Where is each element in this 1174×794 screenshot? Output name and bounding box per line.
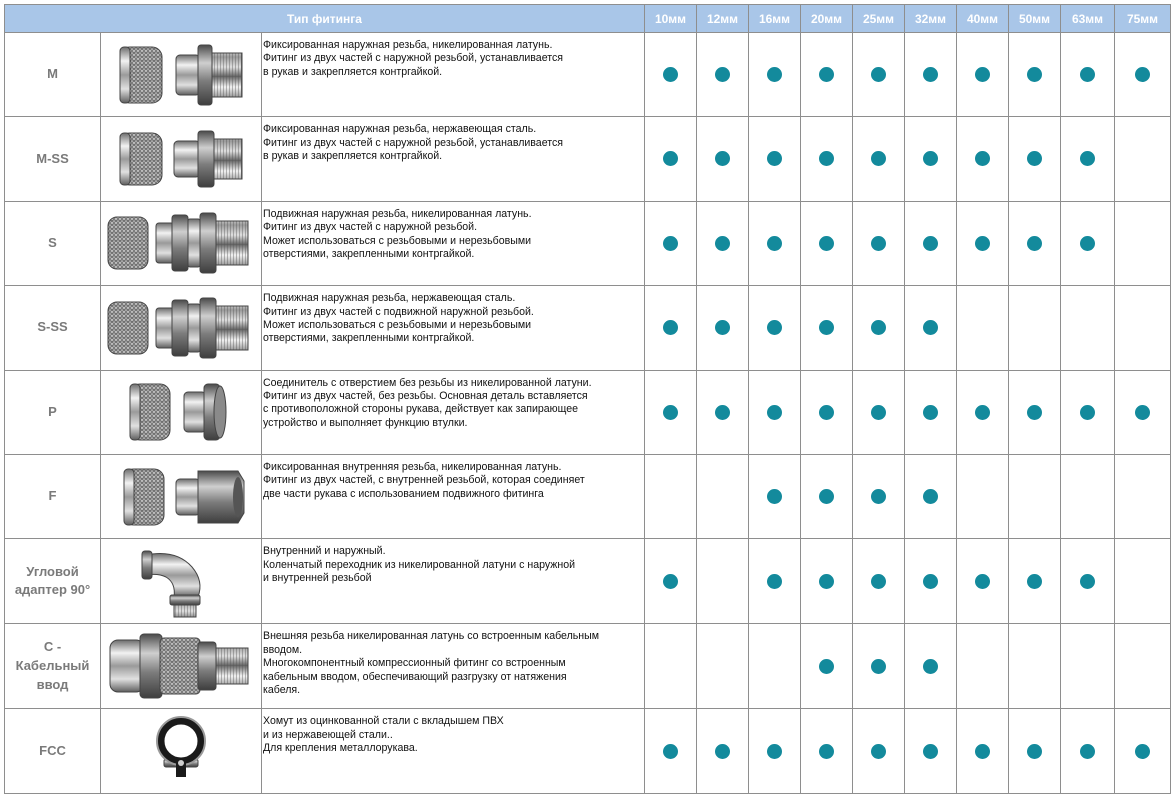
available-dot-icon (923, 489, 938, 504)
availability-cell (801, 624, 853, 709)
availability-cell (1061, 286, 1115, 370)
availability-cell (749, 33, 801, 117)
availability-cell (1009, 709, 1061, 794)
availability-cell (645, 286, 697, 370)
size-header: 12мм (697, 5, 749, 33)
availability-cell (749, 709, 801, 794)
available-dot-icon (767, 67, 782, 82)
available-dot-icon (819, 659, 834, 674)
availability-cell (905, 709, 957, 794)
availability-cell (645, 370, 697, 454)
available-dot-icon (715, 151, 730, 166)
available-dot-icon (871, 744, 886, 759)
availability-cell (905, 33, 957, 117)
available-dot-icon (923, 574, 938, 589)
availability-cell (957, 286, 1009, 370)
steel-union-fitting-icon (101, 117, 262, 201)
availability-cell (645, 117, 697, 201)
table-row (5, 286, 1171, 370)
availability-cell (957, 370, 1009, 454)
availability-cell (905, 454, 957, 538)
availability-cell (1009, 539, 1061, 624)
available-dot-icon (1080, 574, 1095, 589)
available-dot-icon (975, 67, 990, 82)
available-dot-icon (1027, 236, 1042, 251)
availability-cell (697, 709, 749, 794)
available-dot-icon (871, 236, 886, 251)
availability-cell (1009, 117, 1061, 201)
availability-cell (853, 624, 905, 709)
availability-cell (801, 709, 853, 794)
fitting-description: Фиксированная наружная резьба, никелированная латунь. Фитинг из двух частей с наружной резьбой, устанавливается в рукав и закрепляется контргайкой. (262, 33, 645, 117)
available-dot-icon (871, 320, 886, 335)
availability-cell (645, 201, 697, 285)
availability-cell (853, 539, 905, 624)
availability-cell (905, 539, 957, 624)
available-dot-icon (1135, 67, 1150, 82)
availability-cell (1061, 709, 1115, 794)
available-dot-icon (923, 320, 938, 335)
fitting-code: S (5, 201, 101, 285)
available-dot-icon (871, 405, 886, 420)
available-dot-icon (871, 574, 886, 589)
fitting-description: Соединитель с отверстием без резьбы из никелированной латуни. Фитинг из двух частей, без резьбы. Основная деталь вставляется с противоположной стороны рукава, действует как запирающее устройство и выполняет функцию втулки. (262, 370, 645, 454)
availability-cell (905, 624, 957, 709)
availability-cell (1061, 117, 1115, 201)
available-dot-icon (715, 744, 730, 759)
available-dot-icon (1027, 67, 1042, 82)
size-header: 16мм (749, 5, 801, 33)
available-dot-icon (1027, 744, 1042, 759)
availability-cell (1115, 117, 1171, 201)
availability-cell (749, 370, 801, 454)
availability-cell (957, 201, 1009, 285)
available-dot-icon (663, 236, 678, 251)
available-dot-icon (975, 236, 990, 251)
availability-cell (1115, 624, 1171, 709)
available-dot-icon (715, 405, 730, 420)
unthreaded-connector-icon (101, 370, 262, 454)
size-header: 50мм (1009, 5, 1061, 33)
fitting-code: F (5, 454, 101, 538)
available-dot-icon (923, 151, 938, 166)
available-dot-icon (663, 320, 678, 335)
table-row (5, 201, 1171, 285)
availability-cell (697, 201, 749, 285)
available-dot-icon (923, 67, 938, 82)
availability-cell (1061, 454, 1115, 538)
table-row (5, 624, 1171, 709)
availability-cell (749, 539, 801, 624)
availability-cell (697, 454, 749, 538)
available-dot-icon (767, 320, 782, 335)
availability-cell (1009, 286, 1061, 370)
availability-cell (801, 117, 853, 201)
availability-cell (853, 370, 905, 454)
available-dot-icon (1027, 405, 1042, 420)
table-header-row (5, 5, 1171, 33)
availability-cell (645, 624, 697, 709)
fitting-type-header: Тип фитинга (5, 5, 645, 33)
available-dot-icon (819, 151, 834, 166)
available-dot-icon (923, 405, 938, 420)
available-dot-icon (663, 151, 678, 166)
fitting-description: Внешняя резьба никелированная латунь со встроенным кабельным вводом. Многокомпонентный компрессионный фитинг со встроенным кабельным вводом, обеспечивающий разгрузку от натяжения кабеля. (262, 624, 645, 709)
available-dot-icon (819, 236, 834, 251)
available-dot-icon (1135, 744, 1150, 759)
available-dot-icon (819, 489, 834, 504)
fitting-code: M (5, 33, 101, 117)
availability-cell (853, 201, 905, 285)
availability-cell (957, 624, 1009, 709)
available-dot-icon (1080, 67, 1095, 82)
available-dot-icon (1135, 405, 1150, 420)
available-dot-icon (767, 744, 782, 759)
availability-cell (905, 286, 957, 370)
availability-cell (1061, 33, 1115, 117)
pipe-clamp-icon (101, 709, 262, 794)
availability-cell (1061, 370, 1115, 454)
fitting-description: Подвижная наружная резьба, никелированная латунь. Фитинг из двух частей с наружной резьбой. Может использоваться с резьбовыми и нерезьбовыми отверстиями, закрепленными контргайкой. (262, 201, 645, 285)
table-row (5, 539, 1171, 624)
available-dot-icon (975, 744, 990, 759)
cable-gland-icon (101, 624, 262, 709)
fitting-code: P (5, 370, 101, 454)
availability-cell (905, 370, 957, 454)
nickel-union-fitting-icon (101, 33, 262, 117)
available-dot-icon (663, 67, 678, 82)
availability-cell (749, 454, 801, 538)
availability-cell (749, 201, 801, 285)
elbow-adapter-icon (101, 539, 262, 624)
size-header: 10мм (645, 5, 697, 33)
availability-cell (801, 370, 853, 454)
fitting-code: C - Кабельный ввод (5, 624, 101, 709)
availability-cell (1115, 709, 1171, 794)
available-dot-icon (767, 236, 782, 251)
available-dot-icon (715, 236, 730, 251)
available-dot-icon (871, 659, 886, 674)
availability-cell (1115, 33, 1171, 117)
availability-cell (801, 539, 853, 624)
available-dot-icon (975, 405, 990, 420)
available-dot-icon (715, 320, 730, 335)
availability-cell (645, 539, 697, 624)
availability-cell (697, 539, 749, 624)
available-dot-icon (819, 574, 834, 589)
availability-cell (1115, 370, 1171, 454)
availability-cell (1061, 539, 1115, 624)
availability-cell (957, 539, 1009, 624)
table-row (5, 117, 1171, 201)
availability-cell (1115, 286, 1171, 370)
availability-cell (801, 454, 853, 538)
size-header: 63мм (1061, 5, 1115, 33)
availability-cell (853, 709, 905, 794)
availability-cell (1115, 454, 1171, 538)
availability-cell (1115, 201, 1171, 285)
availability-cell (749, 117, 801, 201)
availability-cell (645, 709, 697, 794)
availability-cell (697, 117, 749, 201)
size-header: 32мм (905, 5, 957, 33)
availability-cell (957, 709, 1009, 794)
available-dot-icon (819, 744, 834, 759)
fitting-code: Угловой адаптер 90° (5, 539, 101, 624)
availability-cell (801, 33, 853, 117)
fitting-types-table (4, 4, 1171, 794)
available-dot-icon (871, 151, 886, 166)
availability-cell (697, 33, 749, 117)
steel-swivel-fitting-icon (101, 286, 262, 370)
availability-cell (697, 624, 749, 709)
available-dot-icon (767, 151, 782, 166)
availability-cell (1009, 33, 1061, 117)
available-dot-icon (767, 574, 782, 589)
availability-cell (697, 370, 749, 454)
available-dot-icon (715, 67, 730, 82)
availability-cell (1009, 201, 1061, 285)
availability-cell (853, 33, 905, 117)
availability-cell (1009, 624, 1061, 709)
availability-cell (645, 454, 697, 538)
availability-cell (853, 454, 905, 538)
table-row (5, 454, 1171, 538)
available-dot-icon (819, 405, 834, 420)
fitting-description: Внутренний и наружный. Коленчатый переходник из никелированной латуни с наружной и внутренней резьбой (262, 539, 645, 624)
availability-cell (1009, 454, 1061, 538)
availability-cell (957, 454, 1009, 538)
availability-cell (1061, 201, 1115, 285)
size-header: 40мм (957, 5, 1009, 33)
availability-cell (1009, 370, 1061, 454)
available-dot-icon (975, 151, 990, 166)
swivel-fitting-icon (101, 201, 262, 285)
available-dot-icon (1080, 744, 1095, 759)
female-thread-fitting-icon (101, 454, 262, 538)
available-dot-icon (767, 405, 782, 420)
availability-cell (905, 201, 957, 285)
availability-cell (1115, 539, 1171, 624)
availability-cell (1061, 624, 1115, 709)
fitting-code: M-SS (5, 117, 101, 201)
table-row (5, 33, 1171, 117)
available-dot-icon (819, 320, 834, 335)
available-dot-icon (975, 574, 990, 589)
size-header: 20мм (801, 5, 853, 33)
fitting-code: S-SS (5, 286, 101, 370)
availability-cell (853, 117, 905, 201)
availability-cell (645, 33, 697, 117)
available-dot-icon (663, 744, 678, 759)
availability-cell (801, 201, 853, 285)
fitting-description: Фиксированная внутренняя резьба, никелированная латунь. Фитинг из двух частей, с внутренней резьбой, которая соединяет две части рукава с использованием подвижного фитинга (262, 454, 645, 538)
fitting-code: FCC (5, 709, 101, 794)
table-row (5, 709, 1171, 794)
available-dot-icon (663, 405, 678, 420)
availability-cell (697, 286, 749, 370)
availability-cell (957, 33, 1009, 117)
available-dot-icon (1027, 574, 1042, 589)
availability-cell (853, 286, 905, 370)
size-header: 25мм (853, 5, 905, 33)
available-dot-icon (819, 67, 834, 82)
available-dot-icon (923, 659, 938, 674)
table-row (5, 370, 1171, 454)
available-dot-icon (767, 489, 782, 504)
available-dot-icon (871, 489, 886, 504)
fitting-description: Подвижная наружная резьба, нержавеющая сталь. Фитинг из двух частей с подвижной наружной резьбой. Может использоваться с резьбовыми и нерезьбовыми отверстиями, закрепленными контргайкой. (262, 286, 645, 370)
available-dot-icon (1080, 405, 1095, 420)
availability-cell (749, 286, 801, 370)
available-dot-icon (1080, 236, 1095, 251)
available-dot-icon (1080, 151, 1095, 166)
availability-cell (957, 117, 1009, 201)
available-dot-icon (663, 574, 678, 589)
available-dot-icon (1027, 151, 1042, 166)
availability-cell (801, 286, 853, 370)
size-header: 75мм (1115, 5, 1171, 33)
availability-cell (905, 117, 957, 201)
availability-cell (749, 624, 801, 709)
fitting-description: Хомут из оцинкованной стали с вкладышем ПВХ и из нержавеющей стали.. Для крепления металлорукава. (262, 709, 645, 794)
fitting-description: Фиксированная наружная резьба, нержавеющая сталь. Фитинг из двух частей с наружной резьбой, устанавливается в рукав и закрепляется контргайкой. (262, 117, 645, 201)
available-dot-icon (871, 67, 886, 82)
available-dot-icon (923, 744, 938, 759)
available-dot-icon (923, 236, 938, 251)
